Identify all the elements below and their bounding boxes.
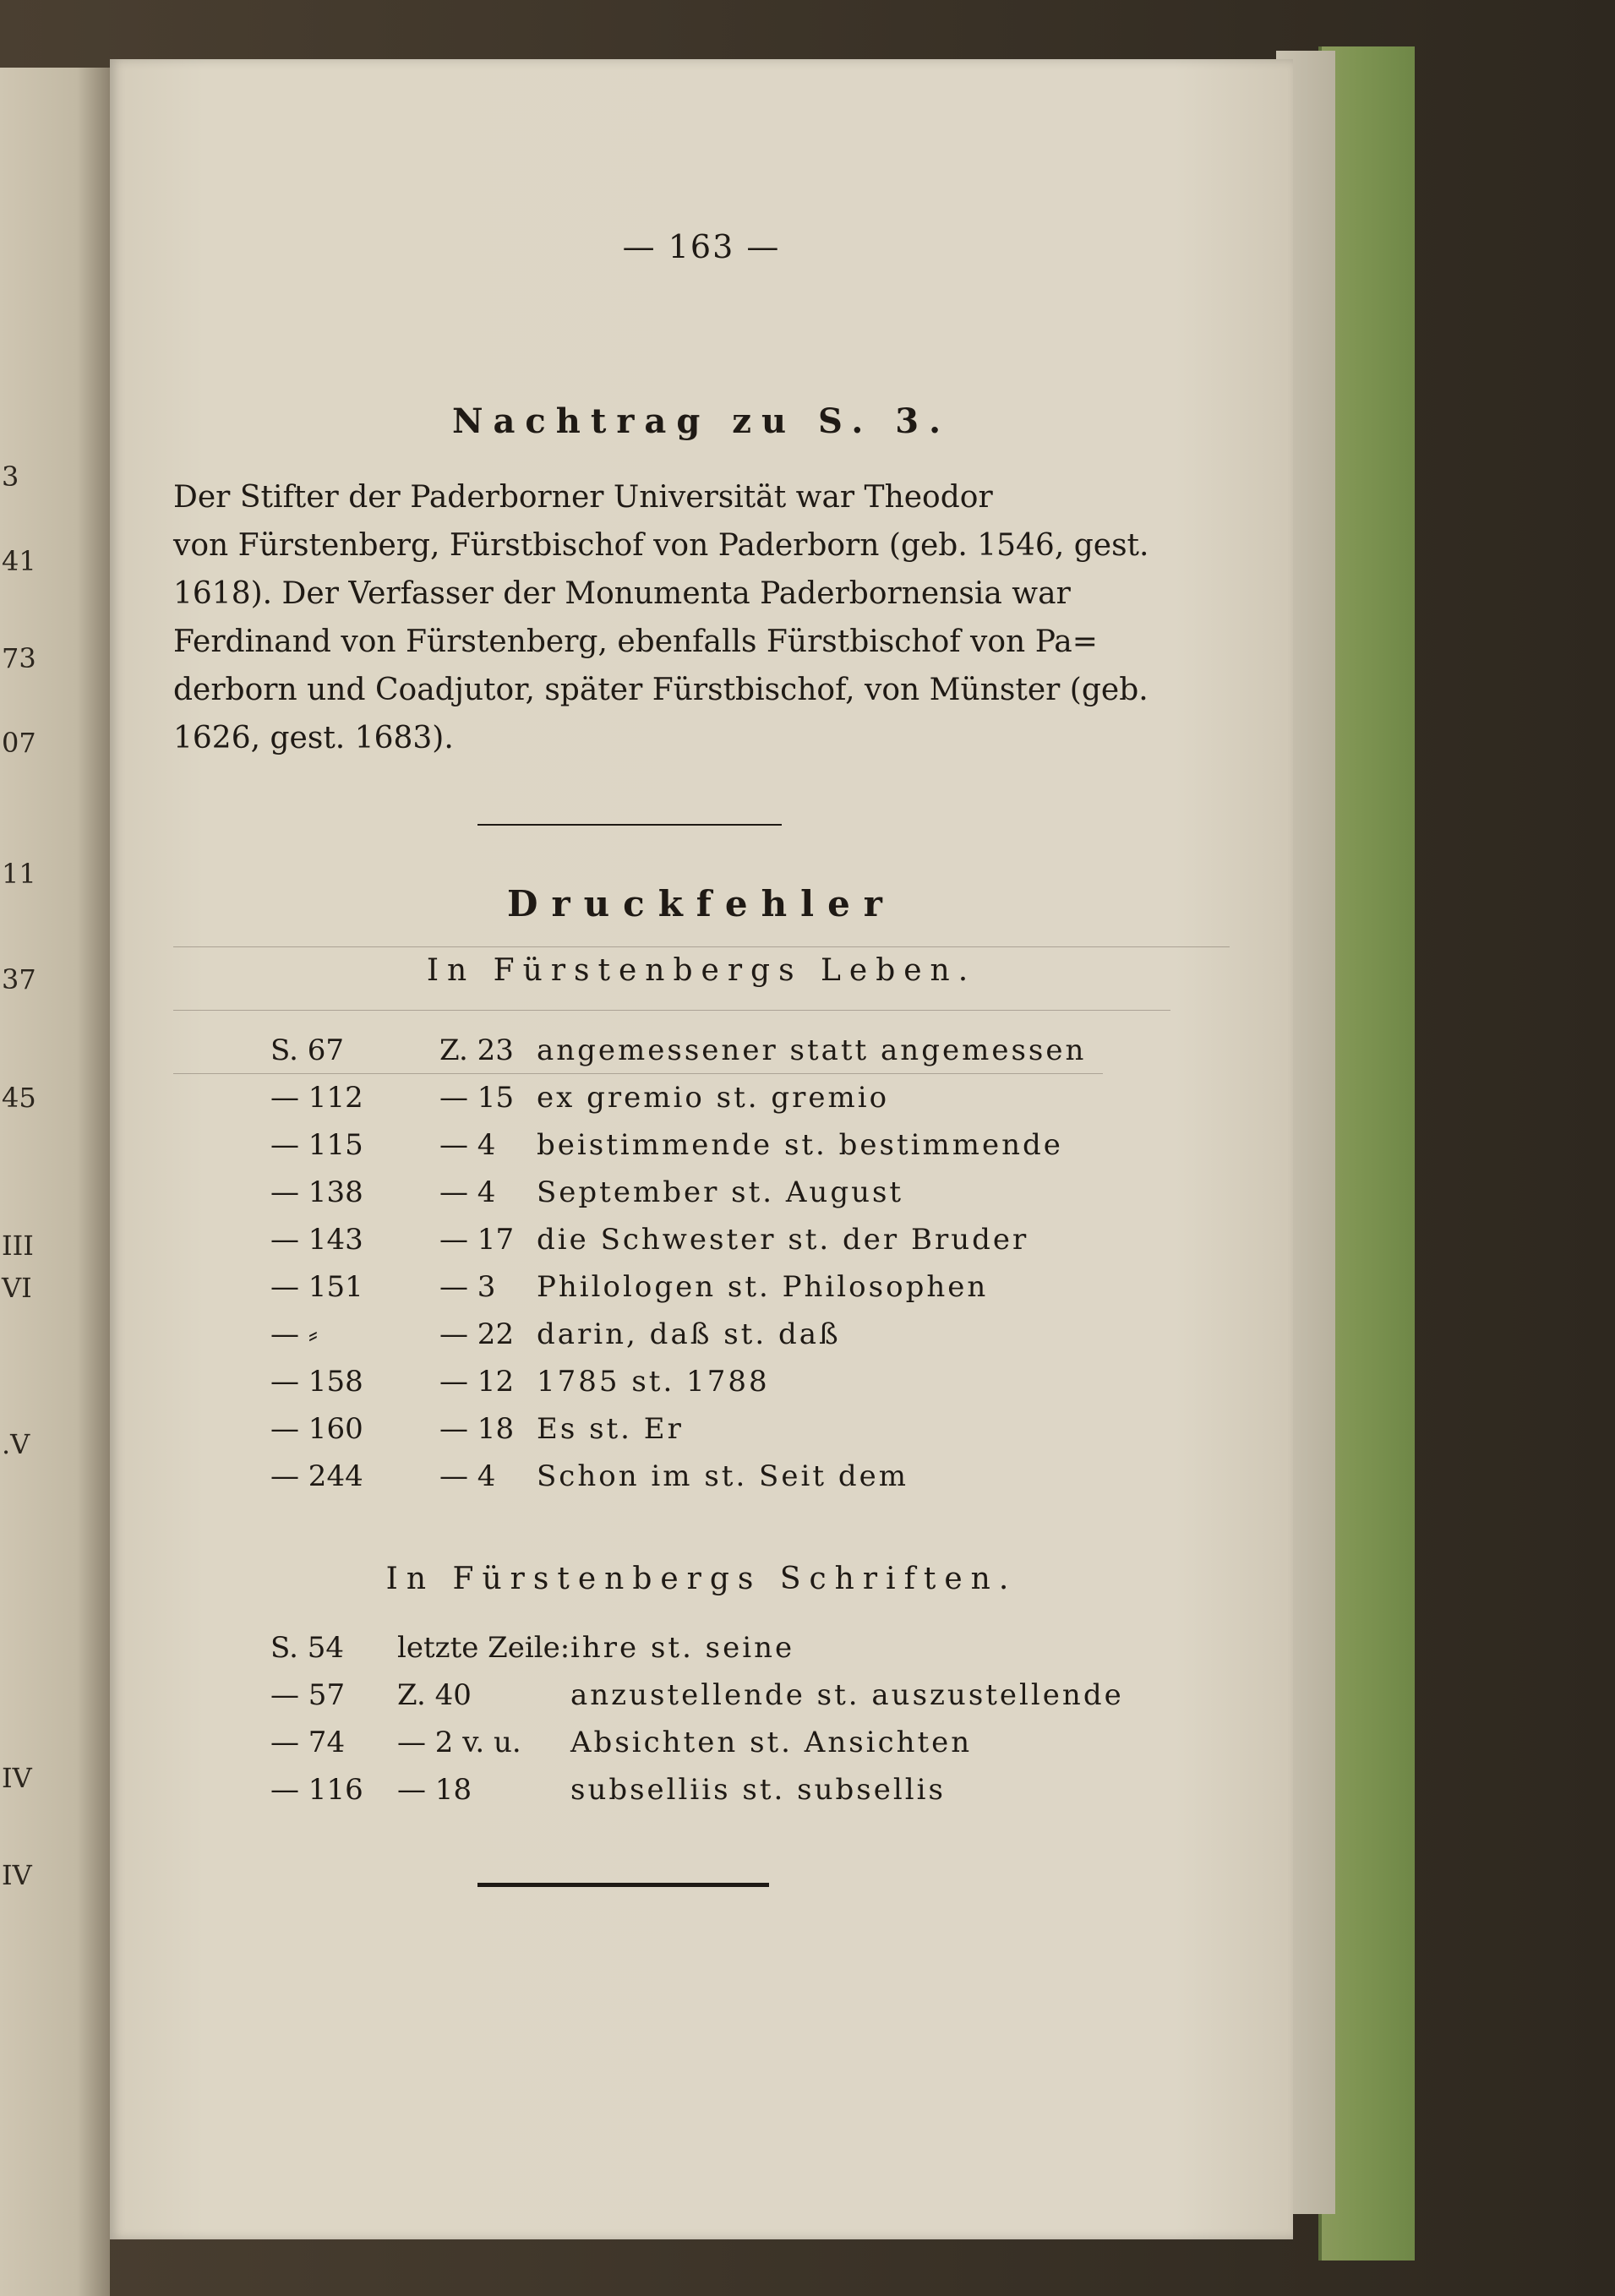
errata-line: — 22: [439, 1317, 515, 1351]
errata-line: letzte Zeile:: [397, 1631, 570, 1665]
paragraph-line: Der Stifter der Paderborner Universität war Theodor: [173, 480, 993, 515]
nachtrag-heading: Nachtrag zu S. 3.: [451, 401, 952, 441]
left-page-number: .V: [2, 1428, 30, 1460]
errata-line: — 2 v. u.: [397, 1726, 521, 1759]
errata-row: [270, 1624, 1124, 1672]
faint-rule: [173, 946, 1230, 947]
errata-page: — 112: [270, 1081, 363, 1115]
errata-row: [270, 1169, 1086, 1216]
errata-page: — 244: [270, 1459, 363, 1493]
errata-page: — 115: [270, 1128, 363, 1162]
errata-correction: Philologen st. Philosophen: [537, 1270, 989, 1304]
left-page-number: 3: [2, 461, 19, 493]
paragraph-line: Ferdinand von Fürstenberg, ebenfalls Fürstbischof von Pa=: [173, 624, 1098, 659]
section-divider: [477, 824, 782, 826]
errata-line: — 4: [439, 1128, 496, 1162]
left-page-number: 73: [2, 642, 36, 674]
end-divider: [477, 1883, 769, 1887]
errata-correction: ex gremio st. gremio: [537, 1081, 890, 1115]
schriften-errata-list: [270, 1624, 1124, 1813]
errata-correction: beistimmende st. bestimmende: [537, 1128, 1063, 1162]
errata-page: S. 67: [270, 1033, 344, 1067]
left-page-number: 45: [2, 1082, 36, 1114]
errata-page: S. 54: [270, 1631, 344, 1665]
errata-line: Z. 40: [397, 1678, 472, 1712]
book-page: [110, 59, 1293, 2239]
paragraph-line: 1626, gest. 1683).: [173, 721, 454, 755]
errata-correction: Absichten st. Ansichten: [570, 1726, 973, 1759]
errata-row: [270, 1358, 1086, 1405]
left-page-number: IV: [2, 1762, 32, 1794]
errata-page: — 74: [270, 1726, 346, 1759]
errata-line: — 12: [439, 1365, 515, 1399]
errata-correction: anzustellende st. auszustellende: [570, 1678, 1124, 1712]
errata-row: [270, 1672, 1124, 1719]
errata-row: [270, 1121, 1086, 1169]
paragraph-line: 1618). Der Verfasser der Monumenta Paderbornensia war: [173, 576, 1071, 611]
paragraph-line: derborn und Coadjutor, später Fürstbischof, von Münster (geb.: [173, 673, 1149, 707]
errata-page: — 57: [270, 1678, 346, 1712]
faint-rule: [173, 1010, 1170, 1011]
nachtrag-paragraph: [173, 473, 1230, 762]
left-page-number: 41: [2, 545, 36, 577]
leben-errata-list: [270, 1027, 1086, 1500]
errata-correction: September st. August: [537, 1175, 904, 1209]
errata-line: — 4: [439, 1459, 496, 1493]
druckfehler-heading: Druckfehler: [507, 883, 896, 924]
errata-correction: ihre st. seine: [570, 1631, 795, 1665]
errata-page: — 160: [270, 1412, 363, 1446]
errata-correction: subselliis st. subsellis: [570, 1773, 946, 1807]
left-page-number: 37: [2, 963, 36, 995]
errata-line: — 3: [439, 1270, 496, 1304]
errata-row: [270, 1405, 1086, 1453]
errata-row: [270, 1027, 1086, 1074]
errata-line: — 18: [439, 1412, 515, 1446]
errata-row: [270, 1766, 1124, 1813]
errata-page: — 158: [270, 1365, 363, 1399]
errata-row: [270, 1311, 1086, 1358]
errata-line: — 15: [439, 1081, 515, 1115]
left-page-number: 07: [2, 727, 36, 759]
errata-page: — 143: [270, 1223, 363, 1257]
left-page-number: VI: [2, 1272, 32, 1304]
page-number: — 163 —: [622, 228, 781, 265]
errata-row: [270, 1453, 1086, 1500]
leben-subheading: In Fürstenbergs Leben.: [426, 953, 977, 988]
errata-line: — 18: [397, 1773, 472, 1807]
errata-correction: Schon im st. Seit dem: [537, 1459, 908, 1493]
errata-row: [270, 1263, 1086, 1311]
errata-correction: Es st. Er: [537, 1412, 684, 1446]
errata-page: — 151: [270, 1270, 363, 1304]
errata-correction: angemessener statt angemessen: [537, 1033, 1087, 1067]
errata-row: [270, 1216, 1086, 1263]
left-page-number: IV: [2, 1859, 32, 1891]
left-page-number: III: [2, 1230, 34, 1262]
errata-line: — 17: [439, 1223, 515, 1257]
errata-page: — 138: [270, 1175, 363, 1209]
left-page-number: 11: [2, 858, 36, 890]
paragraph-line: von Fürstenberg, Fürstbischof von Paderborn (geb. 1546, gest.: [173, 528, 1149, 563]
errata-line: — 4: [439, 1175, 496, 1209]
errata-page: — 116: [270, 1773, 363, 1807]
errata-line: Z. 23: [439, 1033, 514, 1067]
errata-row: [270, 1074, 1086, 1121]
schriften-subheading: In Fürstenbergs Schriften.: [385, 1562, 1018, 1596]
errata-correction: die Schwester st. der Bruder: [537, 1223, 1029, 1257]
errata-row: [270, 1719, 1124, 1766]
errata-page: — ⸗: [270, 1317, 319, 1351]
errata-correction: darin, daß st. daß: [537, 1317, 841, 1351]
left-page-fragment: [0, 68, 110, 2296]
errata-correction: 1785 st. 1788: [537, 1365, 770, 1399]
